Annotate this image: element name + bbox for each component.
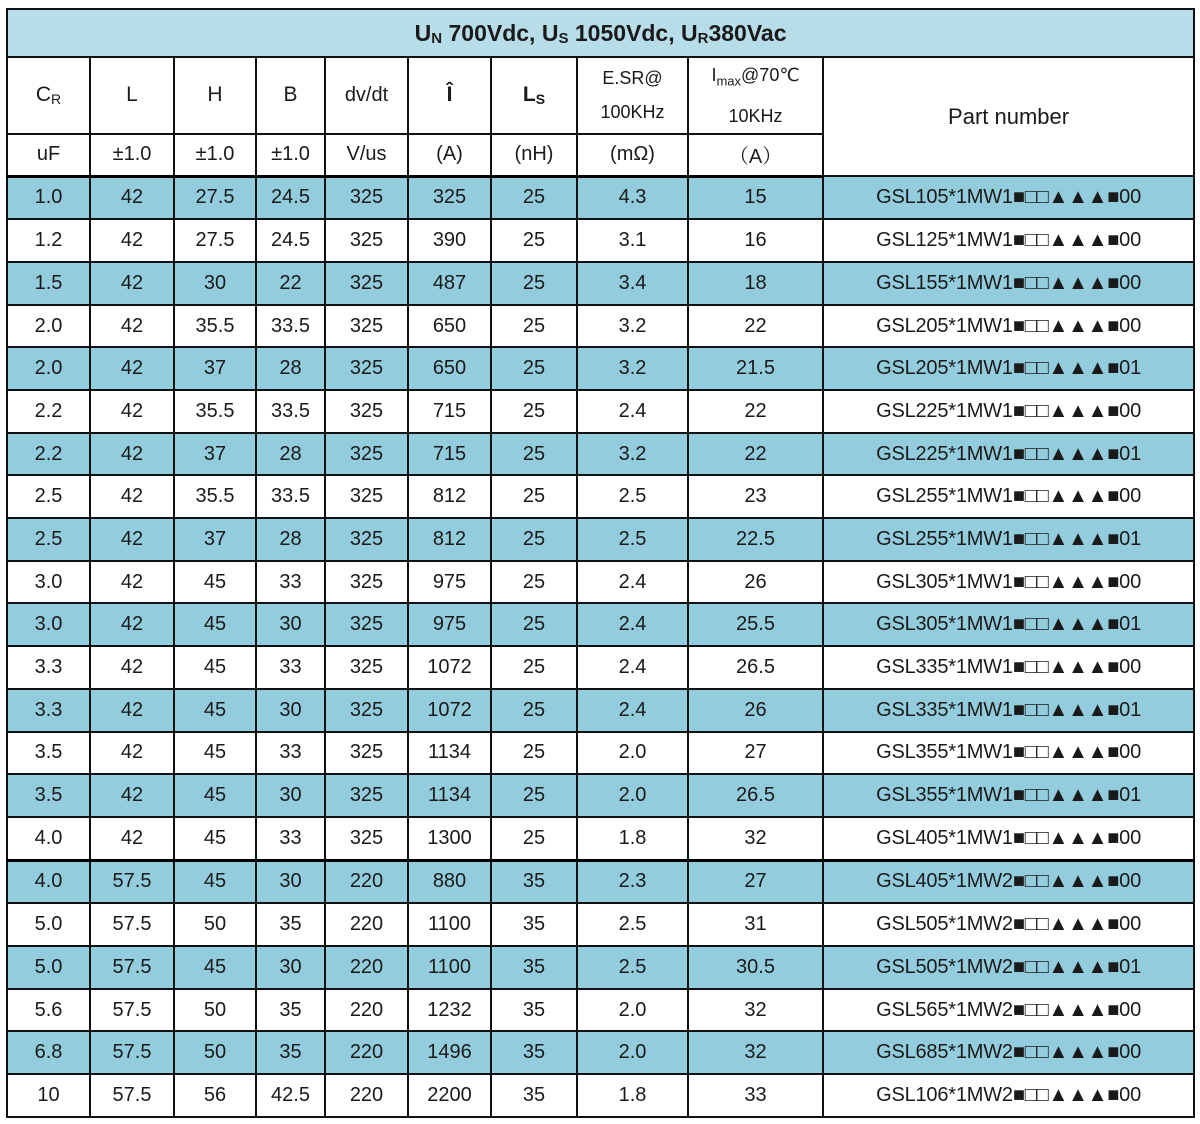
cell-b: 33.5 — [256, 475, 325, 518]
table-row — [7, 946, 1194, 989]
cell-esr: 2.5 — [577, 946, 688, 989]
cell-l: 42 — [90, 390, 174, 433]
cell-peak-current: 1496 — [408, 1031, 491, 1074]
cell-cr: 1.0 — [7, 176, 90, 219]
header-b-tolerance: ±1.0 — [256, 134, 325, 177]
header-imax-unit: （A） — [688, 134, 823, 177]
header-cr-unit: uF — [7, 134, 90, 177]
table-row — [7, 774, 1194, 817]
table-row — [7, 262, 1194, 305]
cell-dvdt: 325 — [325, 732, 408, 775]
cell-imax: 15 — [688, 176, 823, 219]
cell-ls: 35 — [491, 989, 577, 1032]
cell-peak-current: 2200 — [408, 1074, 491, 1117]
cell-dvdt: 325 — [325, 262, 408, 305]
cell-cr: 10 — [7, 1074, 90, 1117]
cell-part-number: GSL106*1MW2■□□▲▲▲■00 — [823, 1074, 1194, 1117]
cell-dvdt: 220 — [325, 1031, 408, 1074]
cell-dvdt: 325 — [325, 774, 408, 817]
cell-h: 45 — [174, 603, 256, 646]
cell-b: 35 — [256, 903, 325, 946]
header-part-number: Part number — [823, 57, 1194, 176]
cell-b: 30 — [256, 774, 325, 817]
cell-peak-current: 975 — [408, 603, 491, 646]
cell-imax: 22 — [688, 390, 823, 433]
cell-peak-current: 390 — [408, 219, 491, 262]
cell-cr: 1.5 — [7, 262, 90, 305]
cell-esr: 2.4 — [577, 646, 688, 689]
cell-h: 37 — [174, 347, 256, 390]
cell-l: 42 — [90, 433, 174, 476]
cell-dvdt: 220 — [325, 1074, 408, 1117]
cell-esr: 3.2 — [577, 305, 688, 348]
cell-ls: 25 — [491, 347, 577, 390]
cell-ls: 25 — [491, 646, 577, 689]
cell-b: 42.5 — [256, 1074, 325, 1117]
cell-peak-current: 1100 — [408, 903, 491, 946]
cell-cr: 2.5 — [7, 518, 90, 561]
table-row — [7, 1074, 1194, 1117]
cell-part-number: GSL565*1MW2■□□▲▲▲■00 — [823, 989, 1194, 1032]
cell-b: 30 — [256, 946, 325, 989]
cell-l: 42 — [90, 646, 174, 689]
cell-b: 30 — [256, 860, 325, 903]
header-h-tolerance: ±1.0 — [174, 134, 256, 177]
cell-l: 42 — [90, 219, 174, 262]
cell-esr: 2.0 — [577, 1031, 688, 1074]
header-peak-current-unit: (A) — [408, 134, 491, 177]
table-row — [7, 390, 1194, 433]
cell-peak-current: 880 — [408, 860, 491, 903]
cell-imax: 32 — [688, 989, 823, 1032]
cell-h: 30 — [174, 262, 256, 305]
cell-esr: 2.4 — [577, 689, 688, 732]
cell-peak-current: 715 — [408, 433, 491, 476]
cell-h: 45 — [174, 774, 256, 817]
cell-cr: 3.5 — [7, 732, 90, 775]
header-imax: $I_{max}@70℃$ 10KHz — [688, 57, 823, 134]
cell-cr: 4.0 — [7, 860, 90, 903]
cell-cr: 1.2 — [7, 219, 90, 262]
table-row — [7, 646, 1194, 689]
cell-part-number: GSL405*1MW2■□□▲▲▲■00 — [823, 860, 1194, 903]
cell-l: 42 — [90, 561, 174, 604]
cell-imax: 30.5 — [688, 946, 823, 989]
cell-h: 35.5 — [174, 305, 256, 348]
cell-b: 22 — [256, 262, 325, 305]
cell-ls: 35 — [491, 1074, 577, 1117]
cell-l: 42 — [90, 305, 174, 348]
table-row — [7, 176, 1194, 219]
cell-dvdt: 220 — [325, 989, 408, 1032]
cell-ls: 25 — [491, 689, 577, 732]
cell-cr: 2.0 — [7, 305, 90, 348]
cell-l: 42 — [90, 262, 174, 305]
cell-cr: 2.2 — [7, 433, 90, 476]
cell-h: 35.5 — [174, 390, 256, 433]
cell-l: 57.5 — [90, 860, 174, 903]
cell-dvdt: 220 — [325, 946, 408, 989]
cell-imax: 26.5 — [688, 646, 823, 689]
cell-peak-current: 1134 — [408, 732, 491, 775]
cell-peak-current: 715 — [408, 390, 491, 433]
cell-esr: 2.0 — [577, 774, 688, 817]
cell-b: 33.5 — [256, 305, 325, 348]
cell-imax: 21.5 — [688, 347, 823, 390]
cell-esr: 2.5 — [577, 903, 688, 946]
table-row — [7, 1031, 1194, 1074]
table-row — [7, 561, 1194, 604]
cell-part-number: GSL105*1MW1■□□▲▲▲■00 — [823, 176, 1194, 219]
cell-h: 37 — [174, 518, 256, 561]
cell-dvdt: 325 — [325, 305, 408, 348]
cell-peak-current: 1300 — [408, 817, 491, 860]
cell-l: 57.5 — [90, 903, 174, 946]
cell-ls: 25 — [491, 732, 577, 775]
cell-dvdt: 325 — [325, 390, 408, 433]
cell-dvdt: 325 — [325, 433, 408, 476]
cell-dvdt: 220 — [325, 903, 408, 946]
table-row — [7, 347, 1194, 390]
header-h: H — [174, 57, 256, 134]
cell-b: 24.5 — [256, 219, 325, 262]
cell-ls: 35 — [491, 946, 577, 989]
table-row — [7, 219, 1194, 262]
cell-imax: 27 — [688, 860, 823, 903]
cell-part-number: GSL205*1MW1■□□▲▲▲■01 — [823, 347, 1194, 390]
cell-part-number: GSL405*1MW1■□□▲▲▲■00 — [823, 817, 1194, 860]
cell-esr: 2.3 — [577, 860, 688, 903]
cell-esr: 3.2 — [577, 433, 688, 476]
cell-esr: 3.1 — [577, 219, 688, 262]
cell-peak-current: 487 — [408, 262, 491, 305]
cell-l: 57.5 — [90, 946, 174, 989]
cell-part-number: GSL255*1MW1■□□▲▲▲■00 — [823, 475, 1194, 518]
table-row — [7, 518, 1194, 561]
cell-peak-current: 1134 — [408, 774, 491, 817]
cell-part-number: GSL155*1MW1■□□▲▲▲■00 — [823, 262, 1194, 305]
table-row — [7, 903, 1194, 946]
cell-l: 42 — [90, 689, 174, 732]
cell-dvdt: 325 — [325, 219, 408, 262]
cell-h: 45 — [174, 646, 256, 689]
cell-h: 27.5 — [174, 176, 256, 219]
cell-peak-current: 1232 — [408, 989, 491, 1032]
cell-cr: 4.0 — [7, 817, 90, 860]
cell-l: 42 — [90, 518, 174, 561]
cell-b: 30 — [256, 603, 325, 646]
table-row — [7, 433, 1194, 476]
cell-esr: 2.4 — [577, 561, 688, 604]
header-dvdt-unit: V/us — [325, 134, 408, 177]
cell-part-number: GSL505*1MW2■□□▲▲▲■01 — [823, 946, 1194, 989]
cell-cr: 3.3 — [7, 646, 90, 689]
cell-l: 57.5 — [90, 989, 174, 1032]
cell-dvdt: 220 — [325, 860, 408, 903]
header-l-tolerance: ±1.0 — [90, 134, 174, 177]
header-ls: $L_S$ — [491, 57, 577, 134]
cell-l: 42 — [90, 603, 174, 646]
cell-peak-current: 812 — [408, 475, 491, 518]
table-row — [7, 305, 1194, 348]
header-peak-current: Î — [408, 57, 491, 134]
cell-b: 35 — [256, 989, 325, 1032]
cell-b: 33 — [256, 561, 325, 604]
cell-b: 28 — [256, 433, 325, 476]
cell-esr: 2.5 — [577, 475, 688, 518]
cell-imax: 27 — [688, 732, 823, 775]
cell-ls: 25 — [491, 774, 577, 817]
cell-esr: 1.8 — [577, 1074, 688, 1117]
cell-h: 37 — [174, 433, 256, 476]
cell-l: 57.5 — [90, 1074, 174, 1117]
cell-part-number: GSL335*1MW1■□□▲▲▲■00 — [823, 646, 1194, 689]
cell-esr: 2.4 — [577, 390, 688, 433]
cell-dvdt: 325 — [325, 475, 408, 518]
cell-l: 42 — [90, 176, 174, 219]
cell-cr: 5.6 — [7, 989, 90, 1032]
header-cr: $C_R$ — [7, 57, 90, 134]
cell-l: 57.5 — [90, 1031, 174, 1074]
cell-ls: 25 — [491, 262, 577, 305]
header-dvdt: dv/dt — [325, 57, 408, 134]
cell-imax: 22.5 — [688, 518, 823, 561]
cell-part-number: GSL685*1MW2■□□▲▲▲■00 — [823, 1031, 1194, 1074]
cell-h: 56 — [174, 1074, 256, 1117]
cell-ls: 25 — [491, 561, 577, 604]
cell-l: 42 — [90, 347, 174, 390]
cell-imax: 32 — [688, 817, 823, 860]
cell-h: 45 — [174, 732, 256, 775]
table-title: $U_N$ 700Vdc, $U_S$ 1050Vdc, $U_R380Vac$ — [7, 9, 1194, 57]
cell-cr: 5.0 — [7, 946, 90, 989]
cell-imax: 32 — [688, 1031, 823, 1074]
cell-esr: 1.8 — [577, 817, 688, 860]
cell-imax: 26 — [688, 561, 823, 604]
cell-peak-current: 650 — [408, 305, 491, 348]
cell-peak-current: 1100 — [408, 946, 491, 989]
cell-dvdt: 325 — [325, 176, 408, 219]
cell-imax: 26 — [688, 689, 823, 732]
cell-part-number: GSL355*1MW1■□□▲▲▲■00 — [823, 732, 1194, 775]
cell-imax: 16 — [688, 219, 823, 262]
cell-ls: 25 — [491, 433, 577, 476]
cell-peak-current: 1072 — [408, 689, 491, 732]
header-ls-unit: (nH) — [491, 134, 577, 177]
cell-dvdt: 325 — [325, 646, 408, 689]
cell-ls: 25 — [491, 475, 577, 518]
cell-ls: 35 — [491, 1031, 577, 1074]
cell-dvdt: 325 — [325, 518, 408, 561]
cell-ls: 35 — [491, 860, 577, 903]
cell-part-number: GSL355*1MW1■□□▲▲▲■01 — [823, 774, 1194, 817]
cell-h: 50 — [174, 903, 256, 946]
cell-esr: 2.0 — [577, 732, 688, 775]
cell-b: 33 — [256, 646, 325, 689]
cell-imax: 22 — [688, 433, 823, 476]
cell-h: 45 — [174, 561, 256, 604]
cell-part-number: GSL305*1MW1■□□▲▲▲■01 — [823, 603, 1194, 646]
cell-h: 50 — [174, 1031, 256, 1074]
cell-ls: 25 — [491, 390, 577, 433]
cell-cr: 3.0 — [7, 603, 90, 646]
cell-l: 42 — [90, 774, 174, 817]
cell-l: 42 — [90, 475, 174, 518]
cell-h: 45 — [174, 689, 256, 732]
cell-imax: 22 — [688, 305, 823, 348]
cell-h: 35.5 — [174, 475, 256, 518]
cell-cr: 3.3 — [7, 689, 90, 732]
cell-esr: 4.3 — [577, 176, 688, 219]
header-esr: E.SR@ 100KHz — [577, 57, 688, 134]
header-esr-unit: (mΩ) — [577, 134, 688, 177]
cell-b: 28 — [256, 347, 325, 390]
cell-cr: 5.0 — [7, 903, 90, 946]
cell-b: 33.5 — [256, 390, 325, 433]
table-row — [7, 689, 1194, 732]
cell-part-number: GSL335*1MW1■□□▲▲▲■01 — [823, 689, 1194, 732]
cell-ls: 25 — [491, 603, 577, 646]
cell-b: 28 — [256, 518, 325, 561]
cell-b: 24.5 — [256, 176, 325, 219]
cell-part-number: GSL225*1MW1■□□▲▲▲■00 — [823, 390, 1194, 433]
cell-cr: 2.2 — [7, 390, 90, 433]
cell-b: 30 — [256, 689, 325, 732]
cell-part-number: GSL125*1MW1■□□▲▲▲■00 — [823, 219, 1194, 262]
cell-imax: 25.5 — [688, 603, 823, 646]
cell-esr: 3.4 — [577, 262, 688, 305]
cell-part-number: GSL305*1MW1■□□▲▲▲■00 — [823, 561, 1194, 604]
cell-ls: 35 — [491, 903, 577, 946]
cell-peak-current: 1072 — [408, 646, 491, 689]
cell-ls: 25 — [491, 817, 577, 860]
cell-esr: 3.2 — [577, 347, 688, 390]
cell-ls: 25 — [491, 176, 577, 219]
cell-ls: 25 — [491, 518, 577, 561]
cell-cr: 6.8 — [7, 1031, 90, 1074]
cell-cr: 2.5 — [7, 475, 90, 518]
cell-part-number: GSL225*1MW1■□□▲▲▲■01 — [823, 433, 1194, 476]
cell-part-number: GSL255*1MW1■□□▲▲▲■01 — [823, 518, 1194, 561]
cell-b: 33 — [256, 817, 325, 860]
cell-l: 42 — [90, 732, 174, 775]
cell-dvdt: 325 — [325, 817, 408, 860]
cell-h: 45 — [174, 860, 256, 903]
cell-imax: 23 — [688, 475, 823, 518]
header-b: B — [256, 57, 325, 134]
cell-h: 50 — [174, 989, 256, 1032]
header-l: L — [90, 57, 174, 134]
cell-dvdt: 325 — [325, 561, 408, 604]
cell-peak-current: 812 — [408, 518, 491, 561]
cell-dvdt: 325 — [325, 689, 408, 732]
cell-cr: 3.5 — [7, 774, 90, 817]
cell-peak-current: 975 — [408, 561, 491, 604]
cell-esr: 2.0 — [577, 989, 688, 1032]
cell-imax: 31 — [688, 903, 823, 946]
cell-peak-current: 650 — [408, 347, 491, 390]
cell-esr: 2.5 — [577, 518, 688, 561]
cell-ls: 25 — [491, 219, 577, 262]
cell-dvdt: 325 — [325, 603, 408, 646]
cell-part-number: GSL205*1MW1■□□▲▲▲■00 — [823, 305, 1194, 348]
cell-h: 27.5 — [174, 219, 256, 262]
cell-b: 33 — [256, 732, 325, 775]
table-row — [7, 989, 1194, 1032]
cell-cr: 2.0 — [7, 347, 90, 390]
cell-imax: 18 — [688, 262, 823, 305]
cell-h: 45 — [174, 946, 256, 989]
cell-imax: 33 — [688, 1074, 823, 1117]
table-row — [7, 860, 1194, 903]
cell-l: 42 — [90, 817, 174, 860]
cell-h: 45 — [174, 817, 256, 860]
table-row — [7, 603, 1194, 646]
cell-ls: 25 — [491, 305, 577, 348]
cell-dvdt: 325 — [325, 347, 408, 390]
table-row — [7, 475, 1194, 518]
table-row — [7, 732, 1194, 775]
cell-b: 35 — [256, 1031, 325, 1074]
table-row — [7, 817, 1194, 860]
spec-table — [6, 8, 1195, 1118]
cell-part-number: GSL505*1MW2■□□▲▲▲■00 — [823, 903, 1194, 946]
cell-imax: 26.5 — [688, 774, 823, 817]
cell-peak-current: 325 — [408, 176, 491, 219]
cell-cr: 3.0 — [7, 561, 90, 604]
cell-esr: 2.4 — [577, 603, 688, 646]
